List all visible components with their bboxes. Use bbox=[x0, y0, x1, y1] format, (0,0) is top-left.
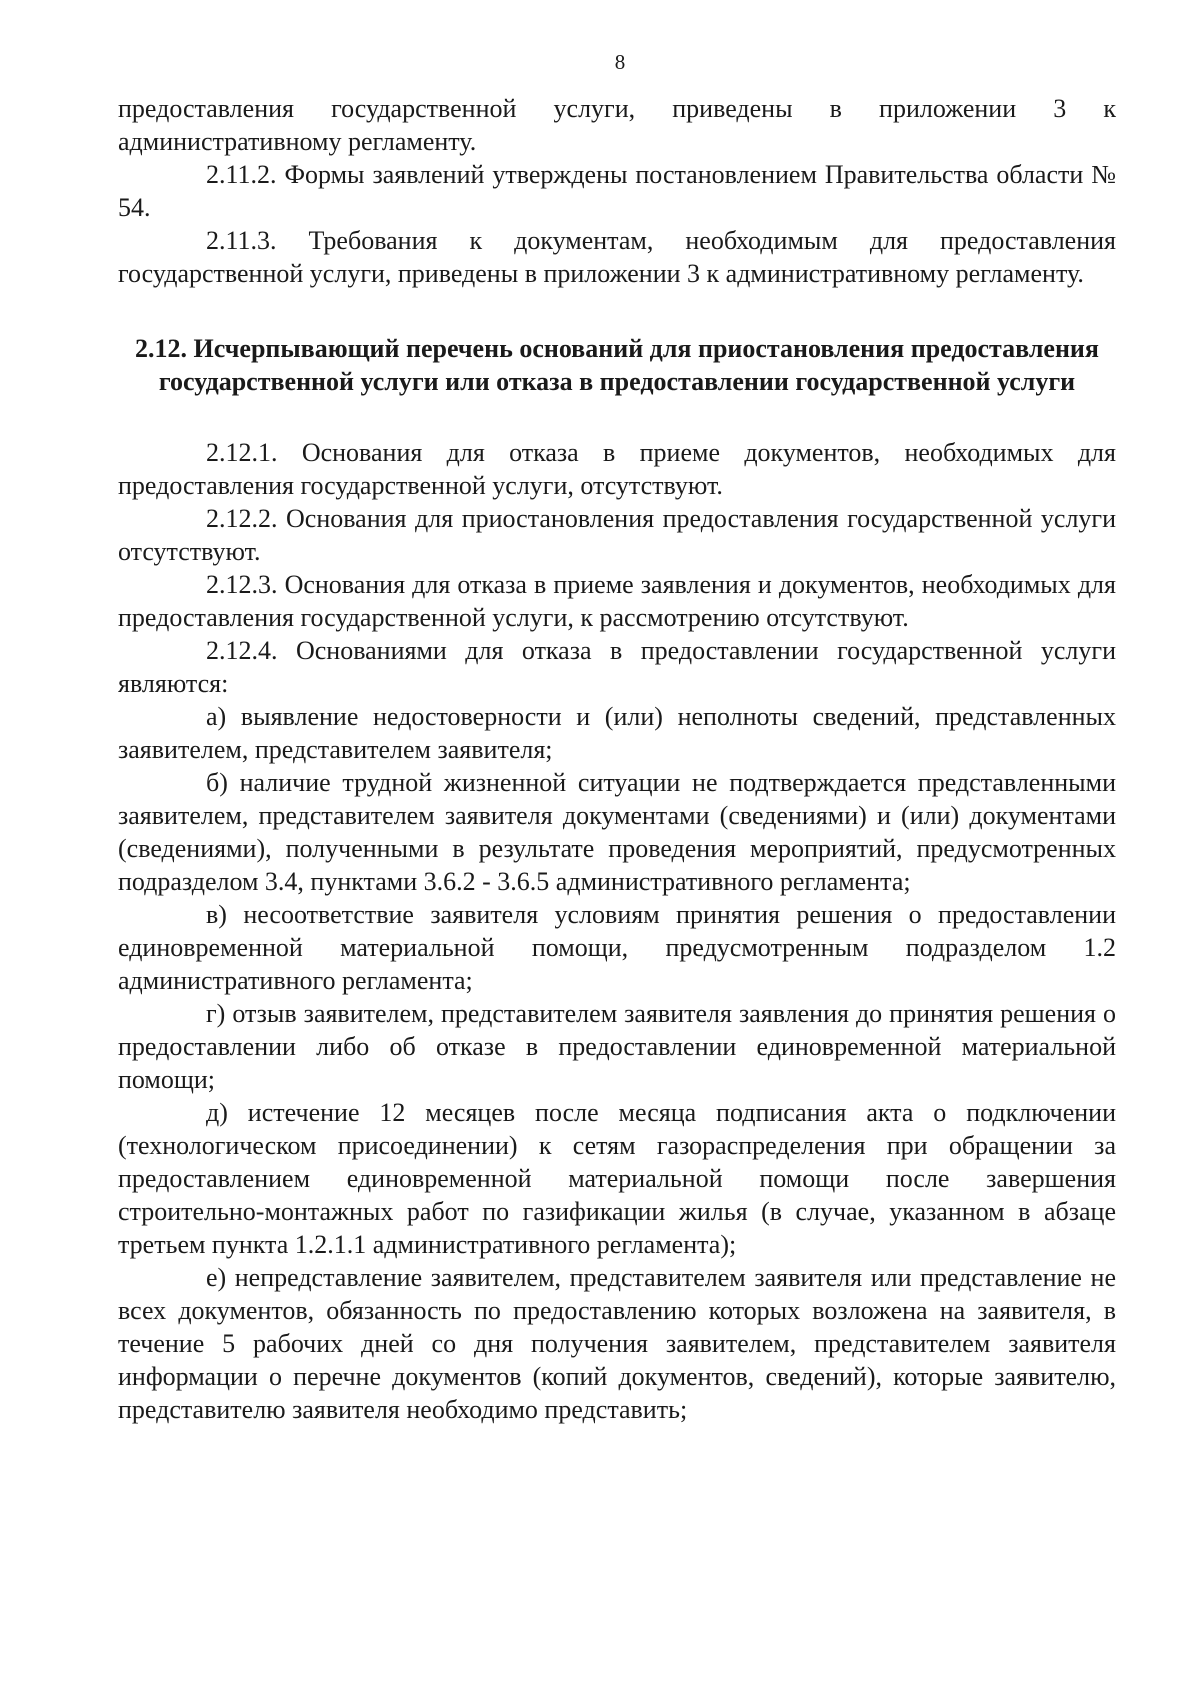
paragraph-2-11-3: 2.11.3. Требования к документам, необходимым для предоставления государственной услуги, приведены в приложении 3 к административному регламенту. bbox=[118, 226, 1116, 288]
list-item-d: д) истечение 12 месяцев после месяца подписания акта о подключении (технологическом присоединении) к сетям газораспределения при обращении за предоставлением единовременной материальной помощи после завершения строительно-монтажных работ по газификации жилья (в случае, указанном в абзаце третьем пункта 1.2.1.1 административного регламента); bbox=[118, 1098, 1116, 1259]
list-item-b: б) наличие трудной жизненной ситуации не подтверждается представленными заявителем, представителем заявителя документами (сведениями) и (или) документами (сведениями), полученными в результате проведения мероприятий, предусмотренных подразделом 3.4, пунктами 3.6.2 - 3.6.5 административного регламента; bbox=[118, 768, 1116, 896]
paragraph-2-11-2: 2.11.2. Формы заявлений утверждены постановлением Правительства области № 54. bbox=[118, 160, 1116, 222]
paragraph-2-12-3: 2.12.3. Основания для отказа в приеме заявления и документов, необходимых для предоставления государственной услуги, к рассмотрению отсутствуют. bbox=[118, 570, 1116, 632]
list-item-e: е) непредставление заявителем, представителем заявителя или представление не всех документов, обязанность по предоставлению которых возложена на заявителя, в течение 5 рабочих дней со дня получения заявителем, представителем заявителя информации о перечне документов (копий документов, сведений), которые заявителю, представителю заявителя необходимо представить; bbox=[118, 1263, 1116, 1424]
document-body bbox=[118, 92, 1116, 1426]
section-heading-2-12: 2.12. Исчерпывающий перечень оснований для приостановления предоставления государственной услуги или отказа в предоставлении государственной услуги bbox=[135, 334, 1099, 396]
list-item-g: г) отзыв заявителем, представителем заявителя заявления до принятия решения о предоставлении либо об отказе в предоставлении единовременной материальной помощи; bbox=[118, 999, 1116, 1094]
paragraph-2-12-1: 2.12.1. Основания для отказа в приеме документов, необходимых для предоставления государственной услуги, отсутствуют. bbox=[118, 438, 1116, 500]
list-item-a: а) выявление недостоверности и (или) неполноты сведений, представленных заявителем, представителем заявителя; bbox=[118, 702, 1116, 764]
page-number: 8 bbox=[614, 50, 626, 74]
paragraph-continuation: предоставления государственной услуги, приведены в приложении 3 к административному регламенту. bbox=[118, 94, 1116, 156]
paragraph-2-12-2: 2.12.2. Основания для приостановления предоставления государственной услуги отсутствуют. bbox=[118, 504, 1116, 566]
list-item-v: в) несоответствие заявителя условиям принятия решения о предоставлении единовременной материальной помощи, предусмотренным подразделом 1.2 административного регламента; bbox=[118, 900, 1116, 995]
paragraph-2-12-4: 2.12.4. Основаниями для отказа в предоставлении государственной услуги являются: bbox=[118, 636, 1116, 698]
